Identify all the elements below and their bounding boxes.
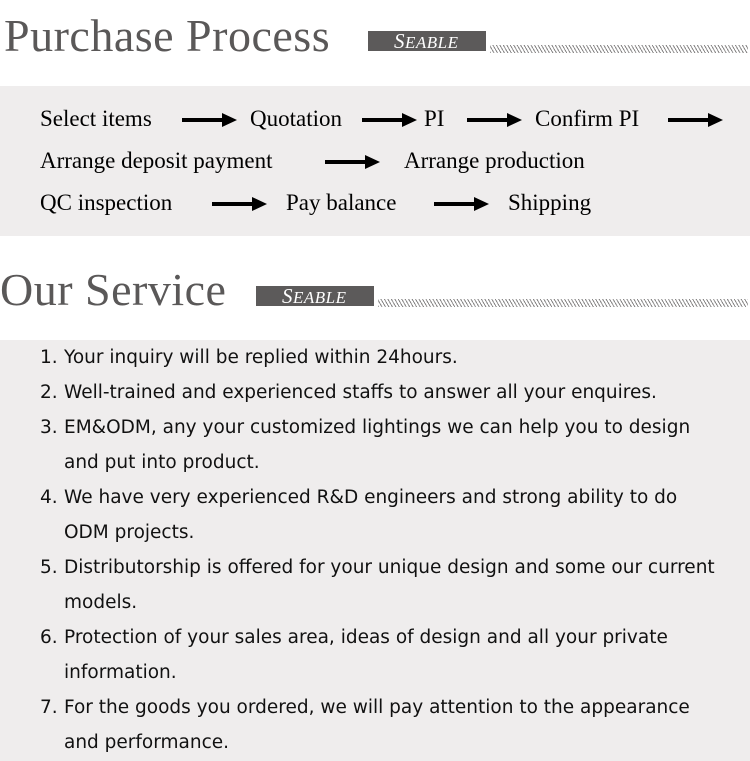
- service-item-number: 4.: [40, 487, 58, 508]
- service-item-text: Distributorship is offered for your unique design and some our current models.: [64, 557, 715, 613]
- service-item-text: We have very experienced R&D engineers and strong ability to do ODM projects.: [64, 487, 678, 543]
- step-select-items: Select items: [40, 106, 152, 131]
- step-quotation: Quotation: [250, 106, 342, 131]
- brand-badge-rest: EABLE: [293, 288, 347, 307]
- service-item: [40, 340, 720, 375]
- arrow-right-icon: [212, 197, 267, 211]
- service-panel: [0, 340, 750, 761]
- service-item-text: Protection of your sales area, ideas of design and all your private information.: [64, 627, 668, 683]
- arrow-right-icon: [434, 197, 489, 211]
- service-item: [40, 480, 720, 550]
- purchase-process-panel: [0, 86, 750, 236]
- step-pi: PI: [424, 106, 445, 131]
- service-item: [40, 410, 720, 480]
- step-confirm-pi: Confirm PI: [535, 106, 640, 131]
- arrow-right-icon: [668, 113, 723, 127]
- service-item-number: 7.: [40, 697, 58, 718]
- brand-badge: [256, 286, 374, 306]
- step-arrange-deposit: Arrange deposit payment: [40, 148, 273, 173]
- service-item: [40, 620, 720, 690]
- hatch-divider: [378, 299, 748, 307]
- service-item-text: Your inquiry will be replied within 24hours.: [64, 347, 458, 368]
- our-service-header: [0, 260, 750, 320]
- purchase-process-header: [0, 6, 750, 66]
- our-service-title: Our Service: [0, 264, 227, 315]
- service-item-number: 2.: [40, 382, 58, 403]
- service-item-text: Well-trained and experienced staffs to answer all your enquires.: [64, 382, 657, 403]
- step-pay-balance: Pay balance: [286, 190, 397, 215]
- service-item-text: EM&ODM, any your customized lightings we can help you to design and put into product.: [64, 417, 691, 473]
- step-shipping: Shipping: [508, 190, 592, 215]
- service-item: [40, 690, 720, 760]
- arrow-right-icon: [182, 113, 237, 127]
- brand-badge-rest: EABLE: [405, 33, 459, 52]
- arrow-right-icon: [325, 155, 380, 169]
- step-arrange-production: Arrange production: [404, 148, 585, 173]
- service-item-number: 3.: [40, 417, 58, 438]
- arrow-right-icon: [362, 113, 417, 127]
- purchase-process-title: Purchase Process: [4, 10, 331, 61]
- brand-badge-initial: S: [282, 284, 293, 308]
- service-item: [40, 550, 720, 620]
- service-item-number: 1.: [40, 347, 58, 368]
- step-qc-inspection: QC inspection: [40, 190, 173, 215]
- service-item-text: For the goods you ordered, we will pay attention to the appearance and performance.: [64, 697, 690, 753]
- service-item-number: 6.: [40, 627, 58, 648]
- service-item-number: 5.: [40, 557, 58, 578]
- service-item: [40, 375, 720, 410]
- brand-badge-initial: S: [394, 29, 405, 53]
- arrow-right-icon: [467, 113, 522, 127]
- hatch-divider: [490, 45, 748, 53]
- brand-badge: [368, 31, 486, 51]
